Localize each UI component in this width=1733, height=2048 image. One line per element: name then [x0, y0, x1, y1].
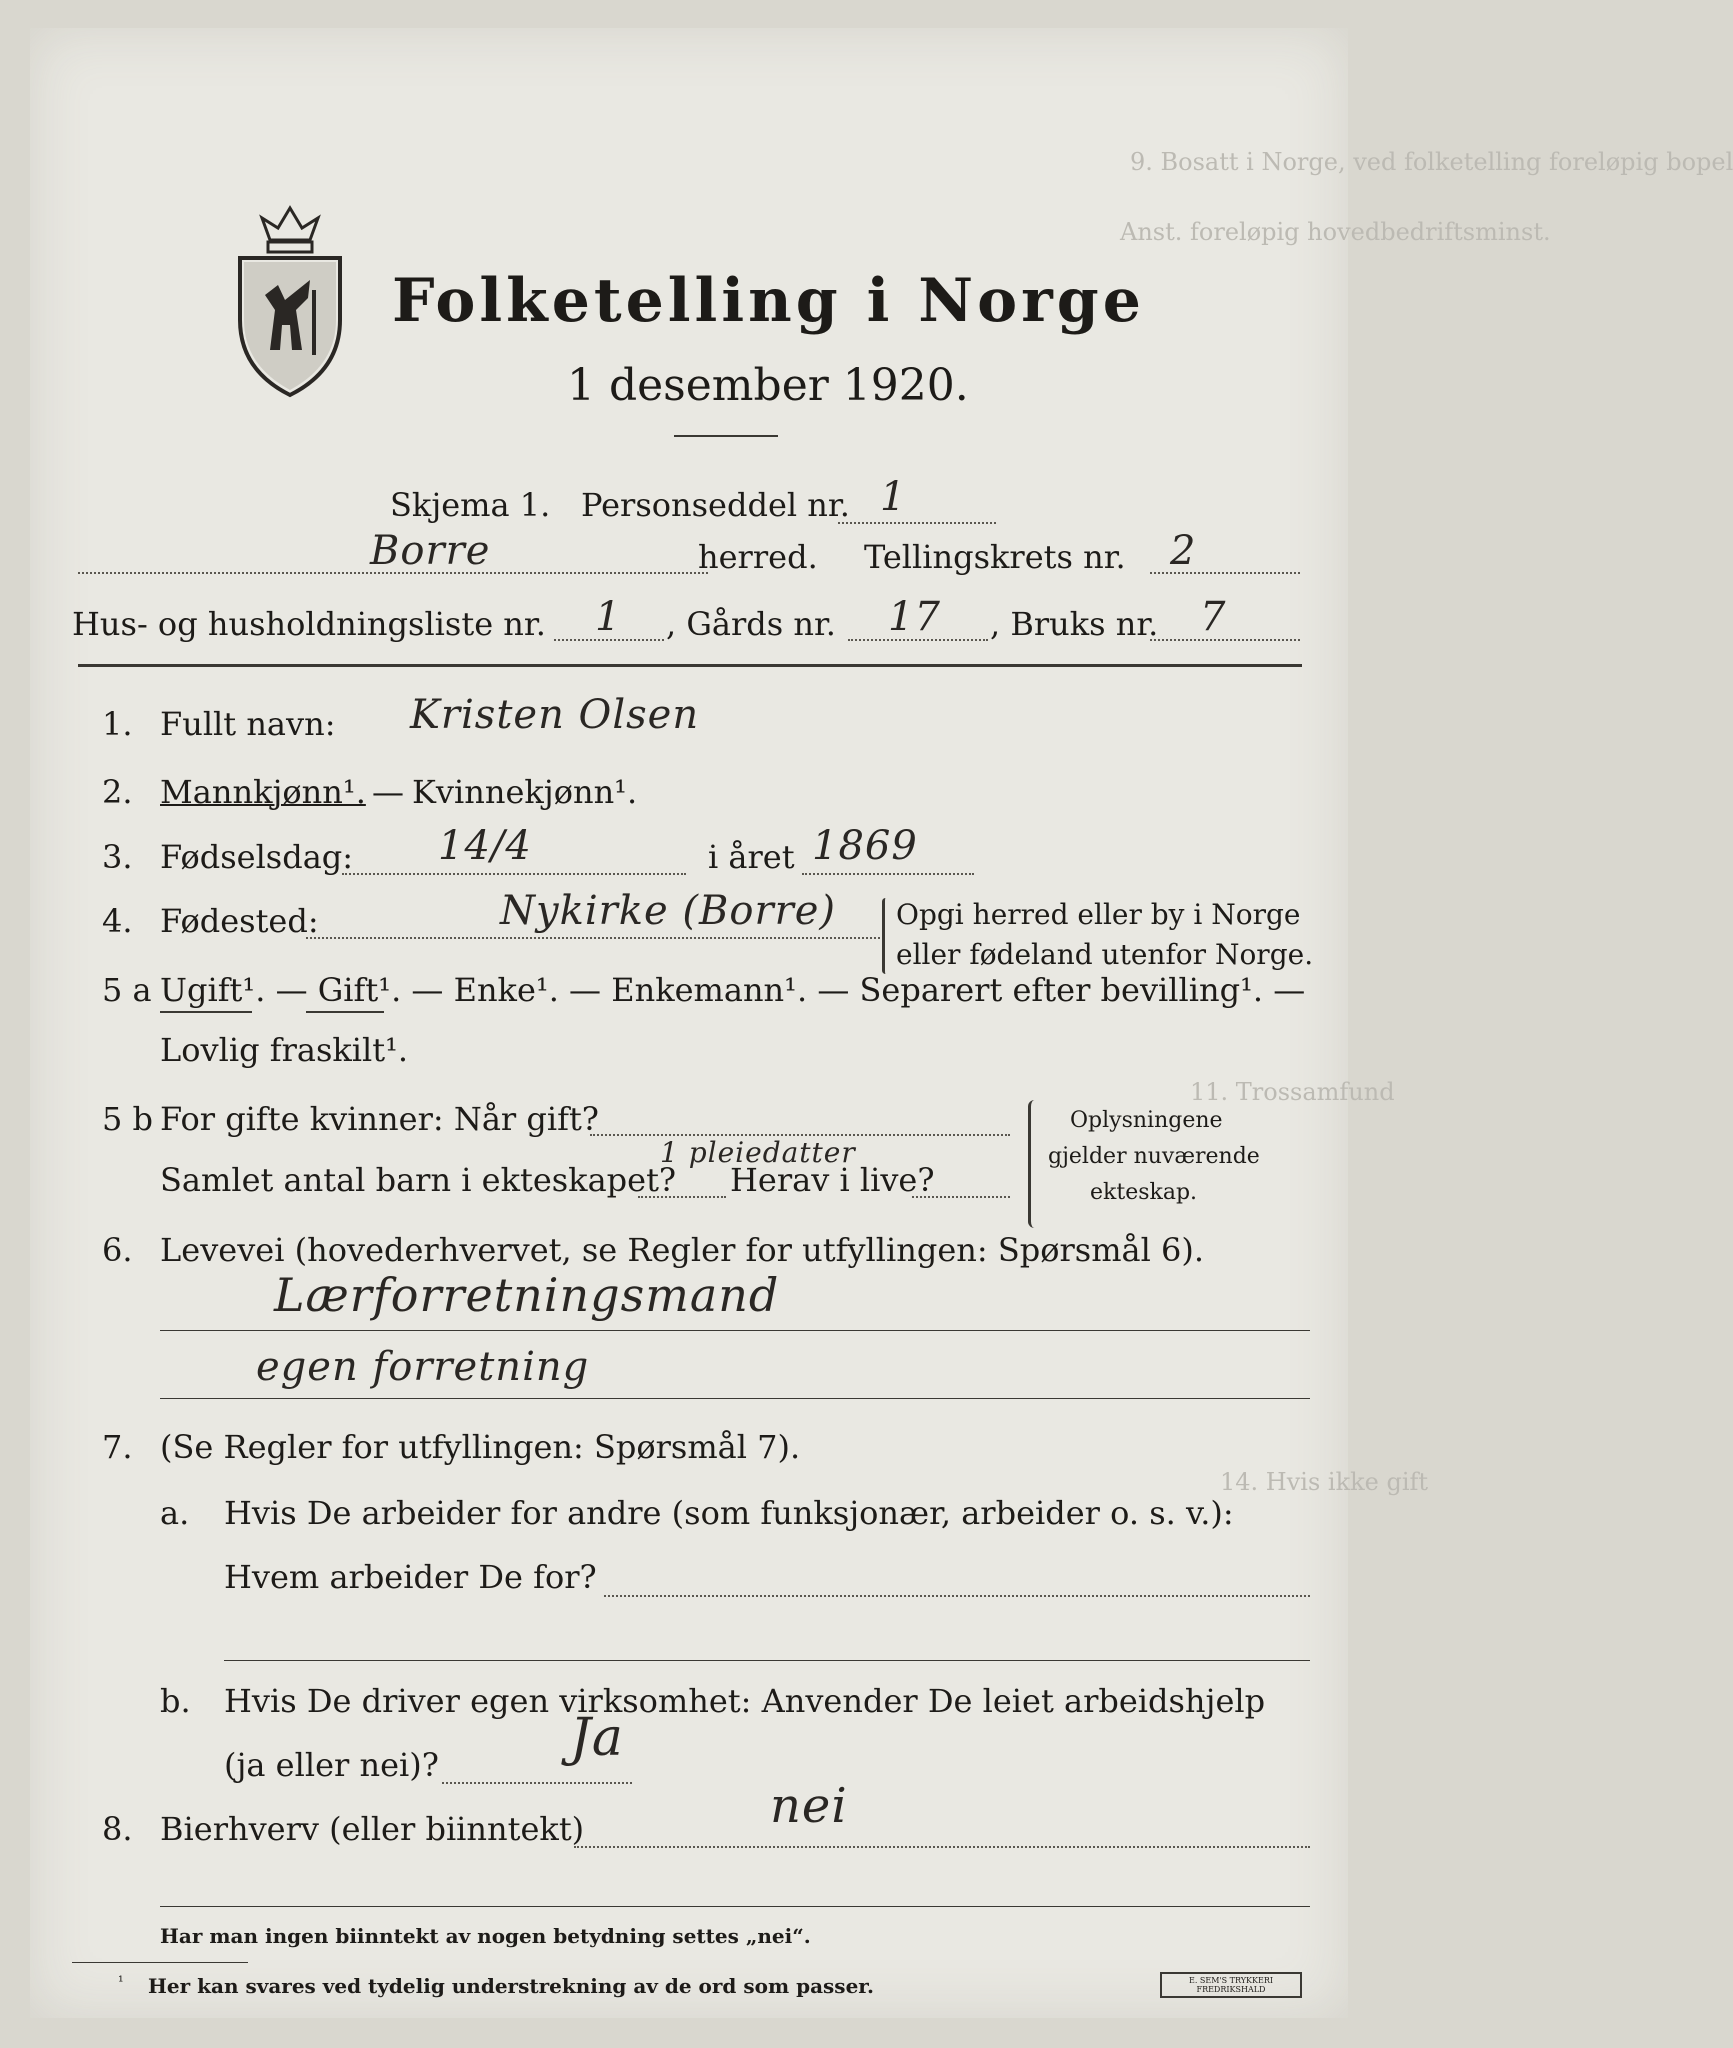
birthplace-field[interactable]	[306, 937, 880, 939]
employer-field[interactable]	[604, 1595, 1310, 1597]
q7-number: 7.	[102, 1428, 133, 1466]
gift-underline	[306, 1011, 384, 1013]
children-count-field[interactable]	[638, 1196, 726, 1198]
form-title: Folketelling i Norge	[392, 266, 1145, 336]
q5b-note-bracket	[1028, 1100, 1041, 1228]
footnote-mark: ¹	[118, 1974, 124, 1990]
q7b-line1: Hvis De driver egen virksomhet: Anvender De leiet arbeidshjelp	[224, 1682, 1266, 1720]
norway-coat-of-arms-icon	[230, 200, 350, 404]
occupation-line-1[interactable]	[160, 1330, 1310, 1331]
marital-status-divorced[interactable]: Lovlig fraskilt¹.	[160, 1031, 409, 1069]
q7-label: (Se Regler for utfyllingen: Spørsmål 7).	[160, 1428, 801, 1466]
gards-label: , Gårds nr.	[666, 605, 836, 643]
q6-label: Levevei (hovederhvervet, se Regler for utfyllingen: Spørsmål 6).	[160, 1231, 1205, 1269]
printer-stamp-line1: E. SEM'S TRYKKERI	[1188, 1976, 1274, 1985]
hired-help-field[interactable]	[442, 1782, 632, 1784]
birthplace-value: Nykirke (Borre)	[500, 888, 836, 934]
bleed-through-text: 11. Trossamfund	[1190, 1078, 1395, 1106]
q7a-line1: Hvis De arbeider for andre (som funksjonær, arbeider o. s. v.):	[224, 1494, 1234, 1532]
birthplace-note-line1: Opgi herred eller by i Norge	[896, 898, 1301, 931]
gender-separator: —	[372, 773, 404, 811]
footnote-divider	[72, 1962, 248, 1963]
q8-label: Bierhverv (eller biinntekt)	[160, 1810, 585, 1848]
tellingskrets-label: Tellingskrets nr.	[864, 538, 1126, 576]
skjema-label: Skjema 1.	[390, 486, 551, 524]
q8-number: 8.	[102, 1810, 133, 1848]
side-income-note: Har man ingen biinntekt av nogen betydning settes „nei“.	[160, 1924, 811, 1948]
printer-stamp-line2: FREDRIKSHALD	[1196, 1985, 1266, 1994]
gender-female-option[interactable]: Kvinnekjønn¹.	[412, 773, 638, 811]
q5b-note-line1: Oplysningene	[1070, 1108, 1223, 1133]
bleed-through-text: 14. Hvis ikke gift	[1220, 1468, 1429, 1496]
personseddel-label: Personseddel nr.	[581, 486, 850, 524]
q2-number: 2.	[102, 773, 133, 811]
gards-value: 17	[888, 594, 941, 640]
q5b-number: 5 b	[102, 1100, 154, 1138]
employer-line-2[interactable]	[224, 1660, 1310, 1661]
q7a-letter: a.	[160, 1494, 190, 1532]
birthdate-value: 14/4	[438, 823, 532, 869]
bleed-through-text: 9. Bosatt i Norge, ved folketelling foreløpig bopel	[1130, 148, 1733, 176]
bruks-value: 7	[1200, 594, 1227, 640]
q4-number: 4.	[102, 902, 133, 940]
q7b-letter: b.	[160, 1682, 191, 1720]
side-income-field[interactable]	[574, 1846, 1310, 1848]
marital-status-options[interactable]: Ugift¹. — Gift¹. — Enke¹. — Enkemann¹. — Separert efter bevilling¹. —	[160, 971, 1306, 1009]
birthyear-field[interactable]	[802, 873, 974, 875]
occupation-value-line1: Lærforretningsmand	[274, 1268, 780, 1322]
herred-label: herred.	[698, 538, 818, 576]
occupation-value-line2: egen forretning	[256, 1344, 590, 1390]
personseddel-field[interactable]	[838, 522, 996, 524]
children-alive-field[interactable]	[912, 1196, 1010, 1198]
q7a-line2: Hvem arbeider De for?	[224, 1558, 597, 1596]
footnote-text: Her kan svares ved tydelig understrekning av de ord som passer.	[148, 1974, 874, 1998]
personseddel-value: 1	[880, 474, 907, 520]
birthdate-field[interactable]	[342, 873, 686, 875]
q5b-alive-label: Herav i live?	[730, 1161, 935, 1199]
census-form-sheet	[30, 28, 1733, 2018]
printer-stamp	[1160, 1972, 1302, 1998]
hired-help-value: Ja	[570, 1708, 624, 1768]
gender-male-option[interactable]: Mannkjønn¹.	[160, 773, 366, 811]
full-name-value: Kristen Olsen	[410, 692, 700, 738]
bruks-label: , Bruks nr.	[990, 605, 1159, 643]
birthyear-value: 1869	[812, 823, 918, 869]
ugift-underline	[160, 1011, 252, 1013]
q7b-line2: (ja eller nei)?	[224, 1746, 439, 1784]
occupation-line-2[interactable]	[160, 1398, 1310, 1399]
census-date: 1 desember 1920.	[567, 360, 969, 411]
birthplace-note-line2: eller fødeland utenfor Norge.	[896, 938, 1314, 971]
side-income-value: nei	[770, 1778, 848, 1834]
header-divider	[78, 664, 1302, 667]
q6-number: 6.	[102, 1231, 133, 1269]
q5b-married-label: For gifte kvinner: Når gift?	[160, 1100, 599, 1138]
husliste-value: 1	[595, 594, 622, 640]
q3-label: Fødselsdag:	[160, 838, 354, 876]
bleed-through-text: Anst. foreløpig hovedbedriftsminst.	[1120, 218, 1551, 246]
birthplace-note-bracket	[882, 898, 889, 974]
q5b-note-line2: gjelder nuværende	[1048, 1144, 1260, 1169]
q5b-note-line3: ekteskap.	[1090, 1180, 1198, 1205]
birthyear-label: i året	[708, 838, 795, 876]
husliste-label: Hus- og husholdningsliste nr.	[72, 605, 546, 643]
side-income-line-2[interactable]	[160, 1906, 1310, 1907]
title-divider	[674, 435, 778, 437]
herred-value: Borre	[370, 528, 491, 574]
q1-label: Fullt navn:	[160, 705, 336, 743]
q1-number: 1.	[102, 705, 133, 743]
q5b-children-label: Samlet antal barn i ekteskapet?	[160, 1161, 677, 1199]
q3-number: 3.	[102, 838, 133, 876]
tellingskrets-value: 2	[1170, 528, 1197, 574]
children-count-value: 1 pleiedatter	[660, 1136, 856, 1169]
q5a-number: 5 a	[102, 971, 152, 1009]
q4-label: Fødested:	[160, 902, 319, 940]
